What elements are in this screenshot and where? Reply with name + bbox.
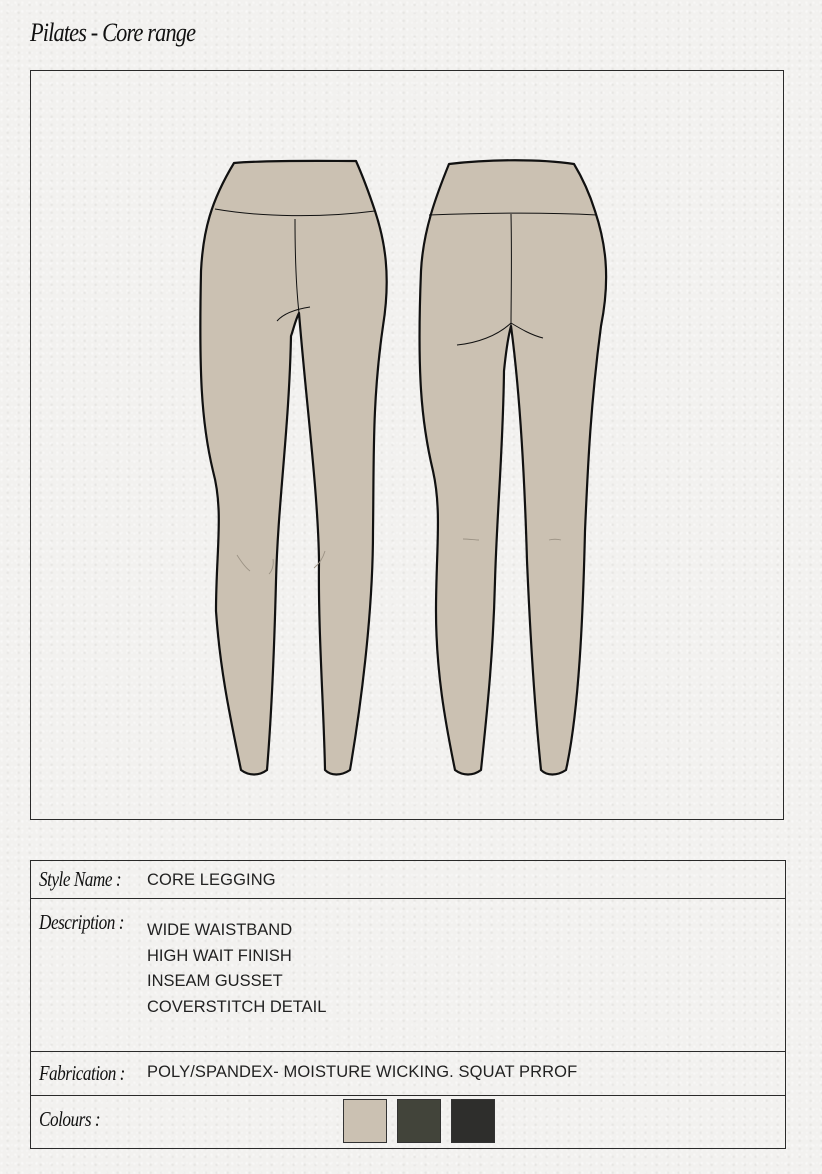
fabrication-row (31, 1052, 785, 1096)
style-name-label: Style Name : (39, 867, 122, 891)
style-name-value: CORE LEGGING (147, 871, 276, 889)
fabrication-label: Fabrication : (39, 1061, 125, 1085)
fabrication-value: POLY/SPANDEX- MOISTURE WICKING. SQUAT PRROF (147, 1063, 578, 1081)
description-lines (147, 918, 326, 1020)
style-name-row (31, 861, 785, 899)
description-row (31, 899, 785, 1052)
back-legging-body (420, 160, 607, 774)
description-line: COVERSTITCH DETAIL (147, 997, 327, 1016)
description-line: INSEAM GUSSET (147, 972, 283, 990)
colours-row (31, 1096, 785, 1148)
colour-swatches (343, 1099, 495, 1143)
stone-swatch (343, 1099, 387, 1143)
page-title: Pilates - Core range (30, 18, 196, 47)
sketch-frame (30, 70, 784, 820)
olive-swatch (397, 1099, 441, 1143)
description-line: WIDE WAISTBAND (147, 921, 293, 939)
back-view-legging (420, 160, 607, 774)
description-line: HIGH WAIT FINISH (147, 946, 292, 965)
charcoal-swatch (451, 1099, 495, 1143)
description-label: Description : (39, 910, 124, 934)
flat-sketch (31, 71, 785, 821)
colours-label: Colours : (39, 1107, 101, 1131)
front-view-legging (200, 161, 386, 775)
front-legging-body (200, 161, 386, 775)
spec-table (30, 860, 786, 1149)
